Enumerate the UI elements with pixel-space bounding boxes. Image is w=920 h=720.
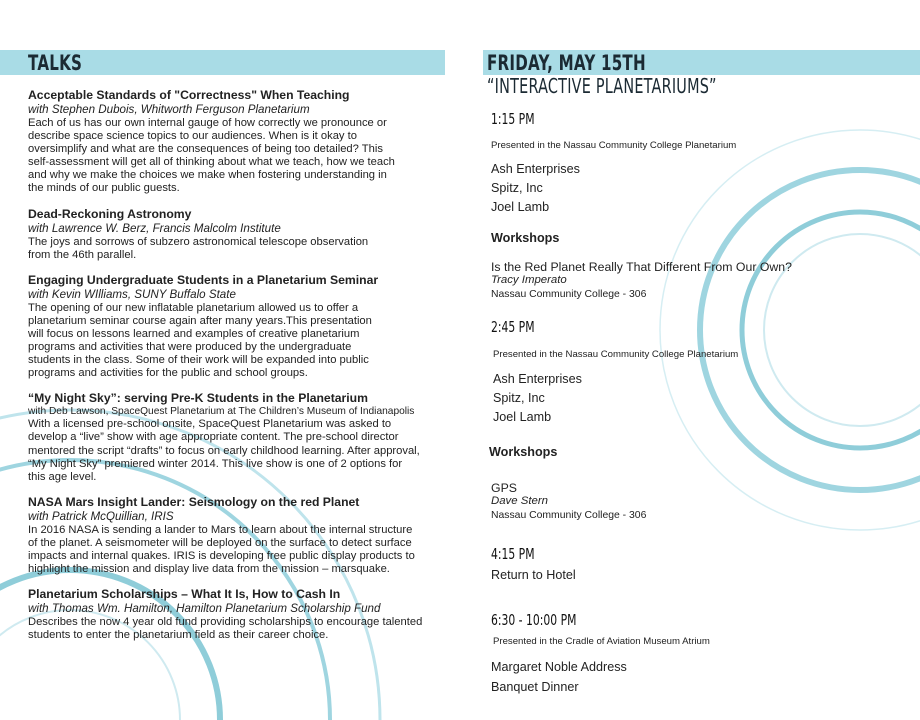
workshop-presenter: Dave Stern [491, 495, 548, 507]
talk-description: The opening of our new inflatable planetarium allowed us to offer a planetarium seminar course again after many years.This presentation will focus on lessons learned and examples of creative planetarium programs and activities that were produced by the undergraduate students in the class. Some of their work will be expanded into public programs and activities for the public and school groups. [28, 301, 372, 380]
schedule-item: Return to Hotel [491, 568, 576, 582]
talk-speaker: with Patrick McQuillian, IRIS [28, 509, 174, 523]
presenter-item: Ash Enterprises [493, 372, 582, 386]
workshop-presenter: Tracy Imperato [491, 274, 567, 286]
schedule-item: Banquet Dinner [491, 680, 579, 694]
talk-item [28, 273, 448, 381]
talk-speaker: with Kevin WIlliams, SUNY Buffalo State [28, 287, 236, 301]
talk-speaker: with Lawrence W. Berz, Francis Malcolm Institute [28, 221, 281, 235]
talk-title: Acceptable Standards of "Correctness" When Teaching [28, 88, 350, 102]
talk-title: Dead-Reckoning Astronomy [28, 206, 192, 221]
talk-title: Engaging Undergraduate Students in a Planetarium Seminar [28, 272, 379, 287]
talk-title: “My Night Sky”: serving Pre-K Students in the Planetarium [28, 391, 368, 406]
ring-right-mid [742, 212, 920, 448]
location-note: Presented in the Nassau Community College Planetarium [491, 140, 737, 151]
talk-title: NASA Mars Insight Lander: Seismology on the red Planet [28, 494, 360, 509]
talk-description: In 2016 NASA is sending a lander to Mars to learn about the internal structure of the planet. A seismometer will be deployed on the surface to detect surface impacts and internal quakes. IRIS is developing free public display products to highlight the mission and display live data from the mission – marsquake. [28, 523, 415, 576]
talks-list [28, 88, 448, 653]
talk-item [28, 207, 448, 262]
talk-speaker: with Deb Lawson, SpaceQuest Planetarium at The Children’s Museum of Indianapolis [28, 406, 415, 418]
workshop-title: GPS [491, 481, 517, 495]
workshops-heading: Workshops [489, 445, 558, 459]
talk-description: The joys and sorrows of subzero astronomical telescope observation from the 46th parallel. [28, 235, 369, 261]
presenter-item: Ash Enterprises [491, 162, 580, 176]
talk-item [28, 587, 448, 642]
location-note: Presented in the Cradle of Aviation Museum Atrium [493, 636, 710, 647]
presenter-item: Joel Lamb [493, 410, 552, 424]
talk-speaker: with Thomas Wm. Hamilton, Hamilton Planetarium Scholarship Fund [28, 602, 381, 616]
talk-description: With a licensed pre-school onsite, SpaceQuest Planetarium was asked to develop a “live” show with age appropriate content. The pre-school director mentored the script “drafts” to focus on early childhood learning. After approval, “My Night Sky” premiered winter 2014. This live show is one of 2 options for this age level. [28, 418, 420, 483]
ring-right-large [700, 170, 920, 490]
friday-subtitle: “INTERACTIVE PLANETARIUMS” [487, 74, 717, 98]
presenter-item: Joel Lamb [491, 200, 550, 214]
presenter-item: Spitz, Inc [493, 391, 545, 405]
talk-speaker: with Stephen Dubois, Whitworth Ferguson Planetarium [28, 103, 310, 116]
schedule-item: Margaret Noble Address [491, 660, 627, 674]
workshops-heading: Workshops [491, 231, 560, 245]
talk-description: Each of us has our own internal gauge of how correctly we pronounce or describe space science topics to our audiences. When is it okay to oversimplify and what are the consequences of being too detailed? This self-assessment will get all of thinking about what we teach, how we teach and why we make the choices we make when fostering understanding in the minds of our public guests. [28, 117, 395, 195]
time-4-15: 4:15 PM [491, 545, 535, 563]
time-6-30: 6:30 - 10:00 PM [491, 611, 577, 629]
workshop-location: Nassau Community College - 306 [491, 289, 647, 300]
friday-title: FRIDAY, MAY 15TH [487, 51, 646, 75]
talk-item [28, 88, 448, 196]
talk-description: Describes the now 4 year old fund providing scholarships to encourage talented students to enter the planetarium field as their career choice. [28, 616, 423, 642]
workshop-title: Is the Red Planet Really That Different From Our Own? [491, 260, 792, 274]
talk-item [28, 495, 448, 576]
presenter-item: Spitz, Inc [491, 181, 543, 195]
time-2-45: 2:45 PM [491, 318, 535, 336]
time-1-15: 1:15 PM [491, 110, 535, 128]
talks-title: TALKS [28, 51, 83, 75]
talk-item [28, 391, 448, 483]
talk-title: Planetarium Scholarships – What It Is, How to Cash In [28, 587, 341, 602]
workshop-location: Nassau Community College - 306 [491, 510, 647, 521]
location-note: Presented in the Nassau Community College Planetarium [493, 349, 739, 360]
ring-right-thin [660, 130, 920, 530]
